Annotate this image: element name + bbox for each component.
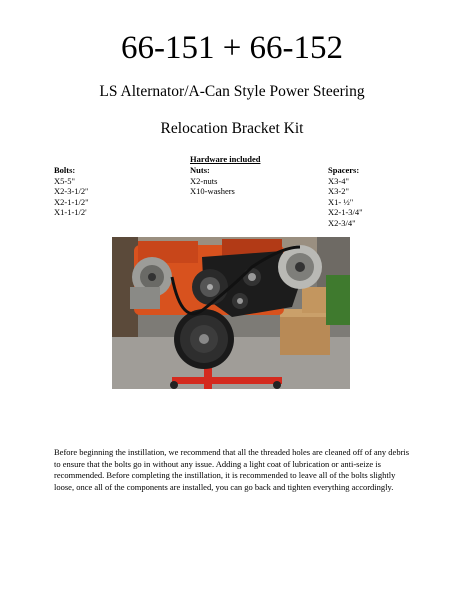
spacers-column xyxy=(328,165,363,229)
bolt-item: X2-1-1/2" xyxy=(54,196,89,207)
bolt-item: X5-5" xyxy=(54,175,75,186)
engine-bracket-photo xyxy=(112,237,350,389)
document-subtitle: LS Alternator/A-Can Style Power Steering xyxy=(99,83,365,100)
hardware-heading: Hardware included xyxy=(190,154,261,164)
bolt-item: X2-3-1/2'' xyxy=(54,186,89,197)
spacers-label: Spacers: xyxy=(328,165,360,175)
spacer-item: X2-3/4" xyxy=(328,217,356,228)
bolt-item: X1-1-1/2' xyxy=(54,207,87,218)
document-subtitle-2: Relocation Bracket Kit xyxy=(160,120,304,137)
spacer-item: X2-1-3/4" xyxy=(328,207,363,218)
spacer-item: X3-4" xyxy=(328,175,349,186)
nuts-label: Nuts: xyxy=(190,165,210,175)
spacer-item: X3-2" xyxy=(328,186,349,197)
document-title: 66-151 + 66-152 xyxy=(120,30,344,66)
bolts-column xyxy=(54,165,89,218)
nuts-column xyxy=(190,165,235,197)
bolts-label: Bolts: xyxy=(54,165,76,175)
instructions-paragraph: Before beginning the instillation, we recommend that all the threaded holes are cleaned off of any debris to ensure that the bolts go in without any issue. Adding a light coat of lubrication or anti-seize is recommended. Before completing the instillation, it is recommended to leave all of the bolts slightly loose, once all of the components are installed, you can go back and tighten everything accordingly. xyxy=(54,447,410,492)
spacer-item: X1- ½" xyxy=(328,196,354,207)
nut-item: X2-nuts xyxy=(190,175,218,186)
nut-item: X10-washers xyxy=(190,186,235,197)
